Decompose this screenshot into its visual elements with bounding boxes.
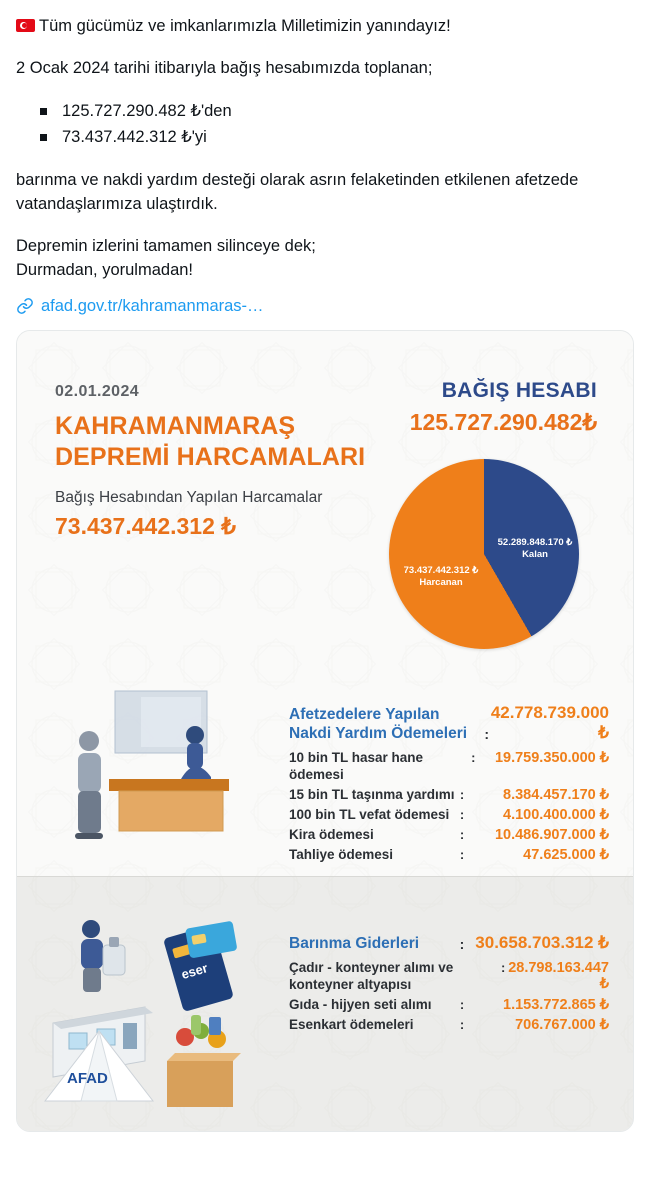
svg-text:eser: eser [179,960,210,982]
row-label: 100 bin TL vefat ödemesi [289,807,450,822]
row-colon: : [500,960,506,975]
external-link[interactable] [16,296,634,316]
row-label: Kira ödemesi [289,827,374,842]
shelter-costs-colon: : [459,936,465,952]
amount-list [16,98,634,150]
pie-remaining-label: Kalan [522,549,548,560]
row-colon: : [459,847,465,862]
row-value: 19.759.350.000 ₺ [494,750,609,766]
aid-desk-illustration-icon [45,683,275,858]
shelter-costs-total: 30.658.703.312 ₺ [475,933,609,952]
cash-aid-total: 42.778.739.000 ₺ [490,703,609,742]
cash-aid-colon: : [484,726,490,742]
row-colon: : [459,807,465,822]
cash-aid-rows [289,749,609,863]
table-row [289,749,609,783]
row-value: 28.798.163.447 ₺ [508,960,609,992]
row-colon: : [459,1017,465,1032]
pie-label-spent [393,565,489,589]
row-label: 15 bin TL taşınma yardımı [289,787,455,802]
post-line-1-text: Tüm gücümüz ve imkanlarımızla Milletimizin yanındayız! [39,17,451,35]
row-colon: : [459,787,465,802]
post-line-3: barınma ve nakdi yardım desteği olarak asrın felaketinden etkilenen afetzede vatandaşlarımıza ulaştırdık. [16,171,579,213]
row-colon: : [459,827,465,842]
spent-value: 73.437.442.312 ₺ [55,513,236,539]
link-icon [16,297,34,315]
row-label: Esenkart ödemeleri [289,1017,414,1032]
row-value: 10.486.907.000 ₺ [494,827,609,843]
infographic-image [17,331,633,1131]
row-value: 4.100.400.000 ₺ [503,807,609,823]
row-label: Gıda - hijyen seti alımı [289,997,432,1012]
svg-text:AFAD: AFAD [67,1070,108,1087]
row-label: Çadır - konteyner alımı ve konteyner altyapısı [289,960,454,992]
post-line-1 [16,14,634,38]
row-colon: : [471,750,476,765]
list-item: 125.727.290.482 ₺'den [40,98,634,124]
shelter-costs-title: Barınma Giderleri [289,935,420,952]
table-row [289,846,609,863]
pie-label-remaining [493,537,577,561]
media-card[interactable] [16,330,634,1132]
infographic-title: KAHRAMANMARAŞ DEPREMİ HARCAMALARI [55,412,366,471]
post-line-2: 2 Ocak 2024 tarihi itibarıyla bağış hesabımızda toplanan; [16,59,433,77]
spent-label: Bağış Hesabından Yapılan Harcamalar [55,489,323,506]
row-value: 1.153.772.865 ₺ [503,997,609,1013]
table-row [289,959,609,993]
table-row [289,826,609,843]
section-divider [17,876,633,877]
shelter-supplies-illustration-icon [35,911,285,1111]
infographic-date: 02.01.2024 [55,383,140,400]
row-label: 10 bin TL hasar hane ödemesi [289,750,424,782]
donation-account-label: BAĞIŞ HESABI [441,379,597,402]
list-item: 73.437.442.312 ₺'yi [40,124,634,150]
table-row [289,806,609,823]
shelter-costs-rows [289,959,609,1033]
post-line-5: Durmadan, yorulmadan! [16,261,194,279]
pie-spent-label: Harcanan [419,577,463,588]
row-value: 706.767.000 ₺ [515,1017,609,1033]
row-colon: : [459,997,465,1012]
turkey-flag-icon [16,19,35,32]
table-row [289,996,609,1013]
cash-aid-title: Afetzedelere Yapılan Nakdi Yardım Ödemeleri [289,706,468,742]
pie-spent-value: 73.437.442.312 ₺ [403,565,479,576]
shelter-costs-block [289,933,609,1036]
cash-aid-block [289,703,609,866]
pie-remaining-value: 52.289.848.170 ₺ [497,537,573,548]
row-label: Tahliye ödemesi [289,847,394,862]
post-body [0,0,650,316]
link-url[interactable]: afad.gov.tr/kahramanmaras-… [41,297,264,315]
donation-pie-chart [389,459,579,649]
table-row [289,1016,609,1033]
cash-aid-header [289,703,609,743]
row-value: 8.384.457.170 ₺ [503,787,609,803]
row-value: 47.625.000 ₺ [523,847,609,863]
donation-account-value: 125.727.290.482₺ [409,409,597,435]
post-line-4-5 [16,234,634,282]
post-line-4: Depremin izlerini tamamen silinceye dek; [16,237,316,255]
shelter-costs-header [289,933,609,953]
table-row [289,786,609,803]
